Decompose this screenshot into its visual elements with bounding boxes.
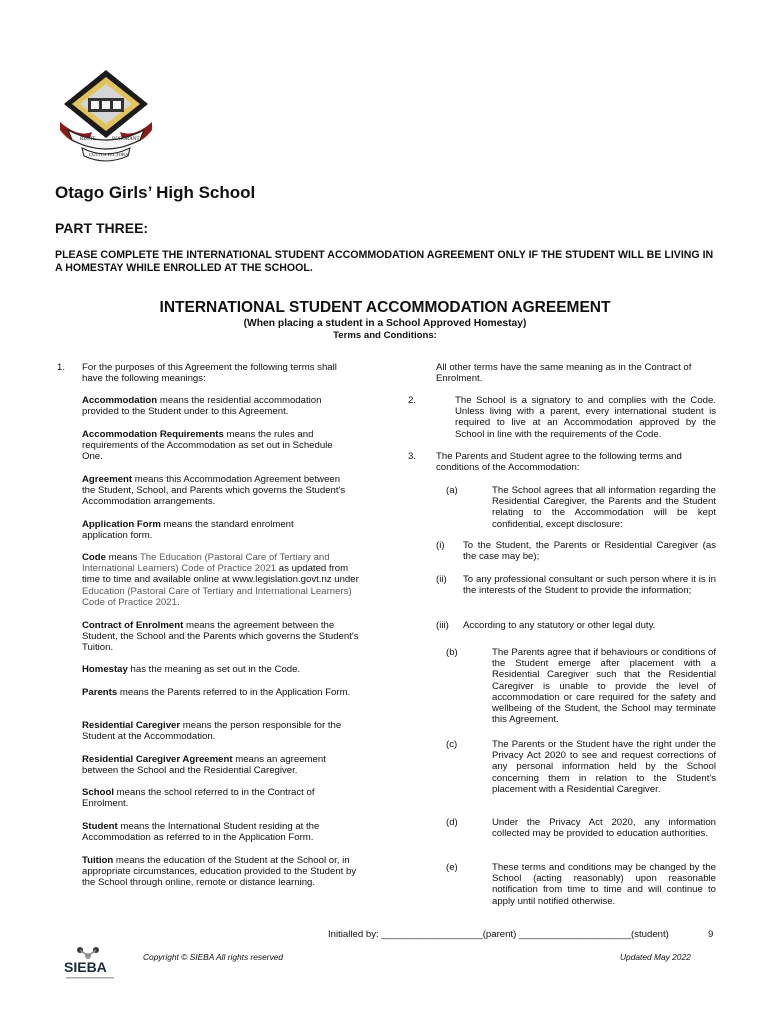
clause-3e-label: (e)	[446, 862, 458, 873]
definition-contract-of-enrolment: Contract of Enrolment means the agreement between the Student, the School and the Parents which governs the Student's Tuition.	[82, 620, 359, 654]
clause-3ii-label: (ii)	[436, 574, 447, 585]
copyright-text: Copyright © SIEBA All rights reserved	[143, 952, 284, 962]
updated-date: Updated May 2022	[620, 952, 691, 962]
clause-3i-label: (i)	[436, 540, 445, 551]
clause-3c-text: The Parents or the Student have the right under the Privacy Act 2020 to see and request corrections of any personal information held by the School concerning them in relation to the Student's placement with a Residential Caregiver.	[492, 739, 716, 795]
clause-3-number: 3.	[408, 451, 417, 462]
school-crest-logo	[58, 68, 154, 166]
definition-code: Code means The Education (Pastoral Care of Tertiary and International Learners) Code of Practice 2021 as updated from time to time and available online at www.legislation.govt.nz under Education (Pastoral Care of Tertiary and International Learners) Code of Practice 2021.	[82, 552, 359, 608]
clause-3c-label: (c)	[446, 739, 458, 750]
crest-motto-right: ROBORANT	[112, 137, 140, 142]
definition-accommodation-requirements: Accommodation Requirements means the rules and requirements of the Accommodation as set out in Schedule One.	[82, 429, 333, 463]
clause-2-number: 2.	[408, 395, 417, 406]
definition-student: Student means the International Student residing at the Accommodation as referred to in the Application Form.	[82, 821, 320, 844]
clause-3a-label: (a)	[446, 485, 458, 496]
agreement-title: INTERNATIONAL STUDENT ACCOMMODATION AGREEMENT	[159, 299, 611, 316]
terms-heading: Terms and Conditions:	[333, 330, 437, 341]
school-name: Otago Girls’ High School	[55, 183, 256, 202]
crest-motto-left: RECTE	[80, 137, 96, 142]
definition-application-form: Application Form means the standard enrolment application form.	[82, 519, 294, 542]
definition-parents: Parents means the Parents referred to in the Application Form.	[82, 687, 351, 698]
sieba-logo	[62, 944, 122, 984]
clause-1-number: 1.	[57, 362, 66, 373]
sieba-logo-text: SIEBA	[64, 959, 107, 975]
completion-notice: PLEASE COMPLETE THE INTERNATIONAL STUDENT ACCOMMODATION AGREEMENT ONLY IF THE STUDENT WILL BE LIVING IN A HOMESTAY WHILE ENROLLED AT THE SCHOOL.	[55, 249, 714, 274]
definition-agreement: Agreement means this Accommodation Agreement between the Student, School, and Parents which governs the Student's Accommodation arrangements.	[82, 474, 346, 508]
clause-2-text: The School is a signatory to and complies with the Code. Unless living with a parent, every international student is required to live at an Accommodation approved by the School in line with the requirements of the Code.	[455, 395, 716, 440]
definition-residential-caregiver: Residential Caregiver means the person responsible for the Student at the Accommodation.	[82, 720, 342, 743]
clause-3iii-text: According to any statutory or other legal duty.	[463, 620, 656, 631]
clause-3iii-label: (iii)	[436, 620, 449, 631]
clause-3b-label: (b)	[446, 647, 458, 658]
clause-3e-text: These terms and conditions may be changed by the School (acting reasonably) upon reasonable notification from time to time and will continue to apply until notified otherwise.	[492, 862, 716, 907]
clause-3-intro: The Parents and Student agree to the following terms and conditions of the Accommodation:	[436, 451, 682, 474]
definition-homestay: Homestay has the meaning as set out in the Code.	[82, 664, 301, 675]
clause-3d-text: Under the Privacy Act 2020, any information collected may be provided to education authorities.	[492, 817, 716, 840]
other-terms-note: All other terms have the same meaning as in the Contract of Enrolment.	[436, 362, 692, 385]
part-heading: PART THREE:	[55, 220, 149, 236]
clause-3a-text: The School agrees that all information regarding the Residential Caregiver, the Parents and the Student relating to the Accommodation will be kept confidential, except disclosure:	[492, 485, 716, 530]
clause-3i-text: To the Student, the Parents or Residential Caregiver (as the case may be);	[463, 540, 716, 563]
crest-motto-bottom: CULTUS PECTORA	[89, 152, 129, 157]
page-number: 9	[708, 929, 714, 940]
clause-3d-label: (d)	[446, 817, 458, 828]
agreement-subtitle: (When placing a student in a School Approved Homestay)	[243, 318, 527, 329]
clause-1-intro: For the purposes of this Agreement the following terms shall have the following meanings:	[82, 362, 337, 385]
definition-accommodation: Accommodation means the residential accommodation provided to the Student under to this Agreement.	[82, 395, 322, 418]
definition-tuition: Tuition means the education of the Student at the School or, in appropriate circumstances, education provided to the Student by the School through online, remote or distance learning.	[82, 855, 357, 889]
initials-text: Initialled by: ___________________(parent) _____________________(student)	[328, 929, 669, 940]
definition-school: School means the school referred to in the Contract of Enrolment.	[82, 787, 315, 810]
clause-3b-text: The Parents agree that if behaviours or conditions of the Student emerge after placement with a Residential Caregiver such that the Residential Caregiver is unable to provide the level of accommodation or care required for the safety and wellbeing of the Student, the School may terminate this Agreement.	[492, 647, 716, 726]
clause-3ii-text: To any professional consultant or such person where it is in the interests of the Student to provide the information;	[463, 574, 716, 597]
definition-residential-caregiver-agreement: Residential Caregiver Agreement means an agreement between the School and the Residential Caregiver.	[82, 754, 326, 777]
